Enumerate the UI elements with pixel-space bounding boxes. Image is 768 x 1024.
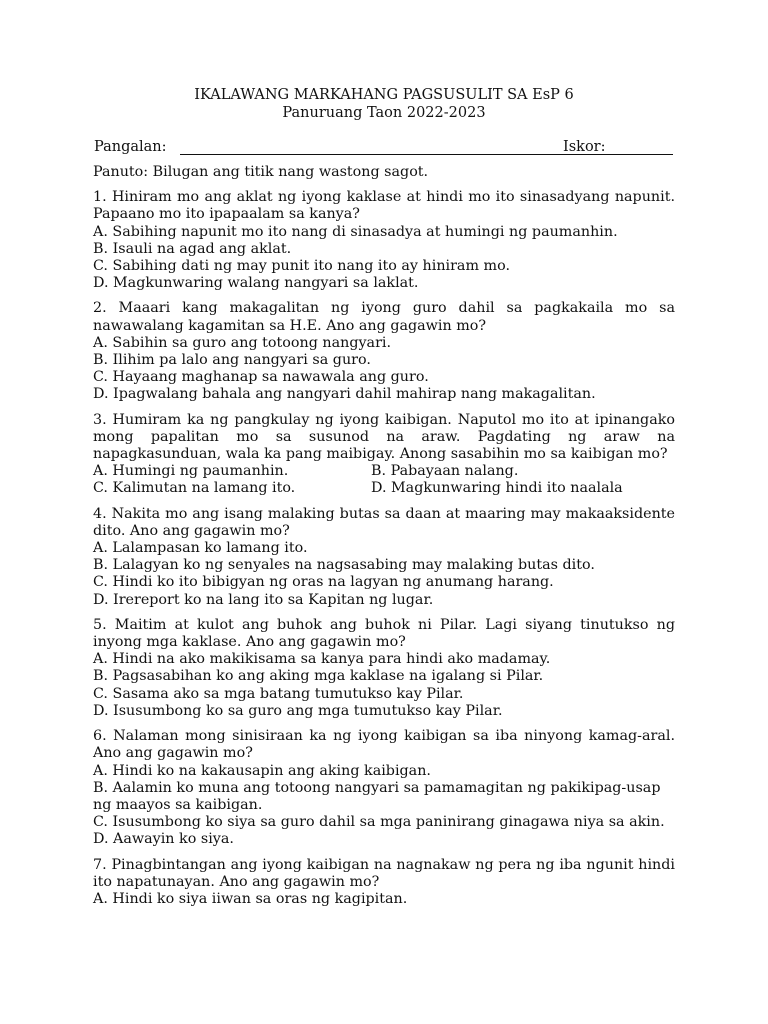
option-d[interactable]: D. Irereport ko na lang ito sa Kapitan ng lugar.	[93, 591, 434, 608]
option-a[interactable]: A. Lalampasan ko lamang ito.	[93, 540, 308, 557]
option-d[interactable]: D. Isusumbong ko sa guro ang mga tumutukso kay Pilar.	[93, 702, 503, 719]
directions: Panuto: Bilugan ang titik nang wastong sagot.	[93, 164, 429, 180]
question-stem: 2. Maaari kang makagalitan ng iyong guro dahil sa pagkakaila mo sa nawawalang kagamitan sa H.E. Ano ang gagawin mo?	[93, 300, 675, 334]
score-blank[interactable]	[610, 154, 673, 155]
option-b[interactable]: B. Pagsasabihan ko ang aking mga kaklase na igalang si Pilar.	[93, 668, 544, 685]
option-c[interactable]: C. Sabihing dati ng may punit ito nang ito ay hiniram mo.	[93, 258, 511, 275]
option-b[interactable]: B. Ilihim pa lalo ang nangyari sa guro.	[93, 352, 371, 369]
option-a[interactable]: A. Hindi ko siya iiwan sa oras ng kagipitan.	[93, 890, 408, 907]
question-1	[93, 189, 675, 292]
option-a[interactable]: A. Sabihing napunit mo ito nang di sinasadya at humingi ng paumanhin.	[93, 223, 618, 240]
question-stem: 3. Humiram ka ng pangkulay ng iyong kaibigan. Naputol mo ito at ipinangako mong papalitan mo sa susunod na araw. Pagdating ng araw na napagkasunduan, wala ka pang maibigay. Anong sasabihin mo sa kaibigan mo?	[93, 411, 675, 463]
option-a[interactable]: A. Hindi ko na kakausapin ang aking kaibigan.	[93, 762, 431, 779]
option-a[interactable]: A. Hindi na ako makikisama sa kanya para hindi ako madamay.	[93, 651, 551, 668]
option-a[interactable]: A. Humingi ng paumanhin.	[93, 463, 289, 480]
option-d[interactable]: D. Ipagwalang bahala ang nangyari dahil mahirap nang makagalitan.	[93, 386, 596, 403]
score-label: Iskor:	[563, 139, 606, 155]
questions-section	[93, 164, 675, 916]
option-c[interactable]: C. Hindi ko ito bibigyan ng oras na lagyan ng anumang harang.	[93, 574, 554, 591]
question-3	[93, 412, 675, 498]
question-stem: 1. Hiniram mo ang aklat ng iyong kaklase at hindi mo ito sinasadyang napunit. Papaano mo ito ipapaalam sa kanya?	[93, 189, 675, 223]
option-b[interactable]: B. Aalamin ko muna ang totoong nangyari sa pamamagitan ng pakikipag-usap ng maayos sa kaibigan.	[93, 779, 661, 813]
options-grid	[93, 463, 675, 497]
question-stem: 5. Maitim at kulot ang buhok ang buhok ni Pilar. Lagi siyang tinutukso ng inyong mga kaklase. Ano ang gagawin mo?	[93, 616, 675, 651]
option-c[interactable]: C. Isusumbong ko siya sa guro dahil sa mga paninirang ginagawa niya sa akin.	[93, 814, 665, 831]
question-6	[93, 728, 675, 848]
option-c[interactable]: C. Kalimutan na lamang ito.	[93, 480, 296, 497]
exam-title: IKALAWANG MARKAHANG PAGSUSULIT SA EsP 6	[194, 87, 574, 103]
question-stem: 6. Nalaman mong sinisiraan ka ng iyong kaibigan sa iba ninyong kamag-aral. Ano ang gagawin mo?	[93, 728, 675, 762]
question-4	[93, 506, 675, 609]
question-stem: 4. Nakita mo ang isang malaking butas sa daan at maaring may makaaksidente dito. Ano ang gagawin mo?	[93, 505, 675, 539]
name-score-row	[94, 139, 674, 157]
option-d[interactable]: D. Magkunwaring hindi ito naalala	[371, 480, 623, 497]
option-c[interactable]: C. Sasama ako sa mga batang tumutukso kay Pilar.	[93, 685, 464, 702]
question-2	[93, 300, 675, 403]
option-b[interactable]: B. Isauli na agad ang aklat.	[93, 240, 292, 257]
question-7	[93, 857, 675, 909]
name-label: Pangalan:	[94, 139, 167, 155]
option-c[interactable]: C. Hayaang maghanap sa nawawala ang guro.	[93, 369, 429, 386]
school-year: Panuruang Taon 2022-2023	[282, 105, 486, 121]
option-b[interactable]: B. Pabayaan nalang.	[371, 463, 519, 480]
question-5	[93, 617, 675, 720]
option-b[interactable]: B. Lalagyan ko ng senyales na nagsasabing may malaking butas dito.	[93, 557, 595, 574]
option-a[interactable]: A. Sabihin sa guro ang totoong nangyari.	[93, 334, 392, 351]
option-d[interactable]: D. Magkunwaring walang nangyari sa laklat.	[93, 275, 419, 292]
option-d[interactable]: D. Aawayin ko siya.	[93, 831, 234, 848]
question-stem: 7. Pinagbintangan ang iyong kaibigan na nagnakaw ng pera ng iba ngunit hindi ito napatunayan. Ano ang gagawin mo?	[93, 856, 675, 890]
